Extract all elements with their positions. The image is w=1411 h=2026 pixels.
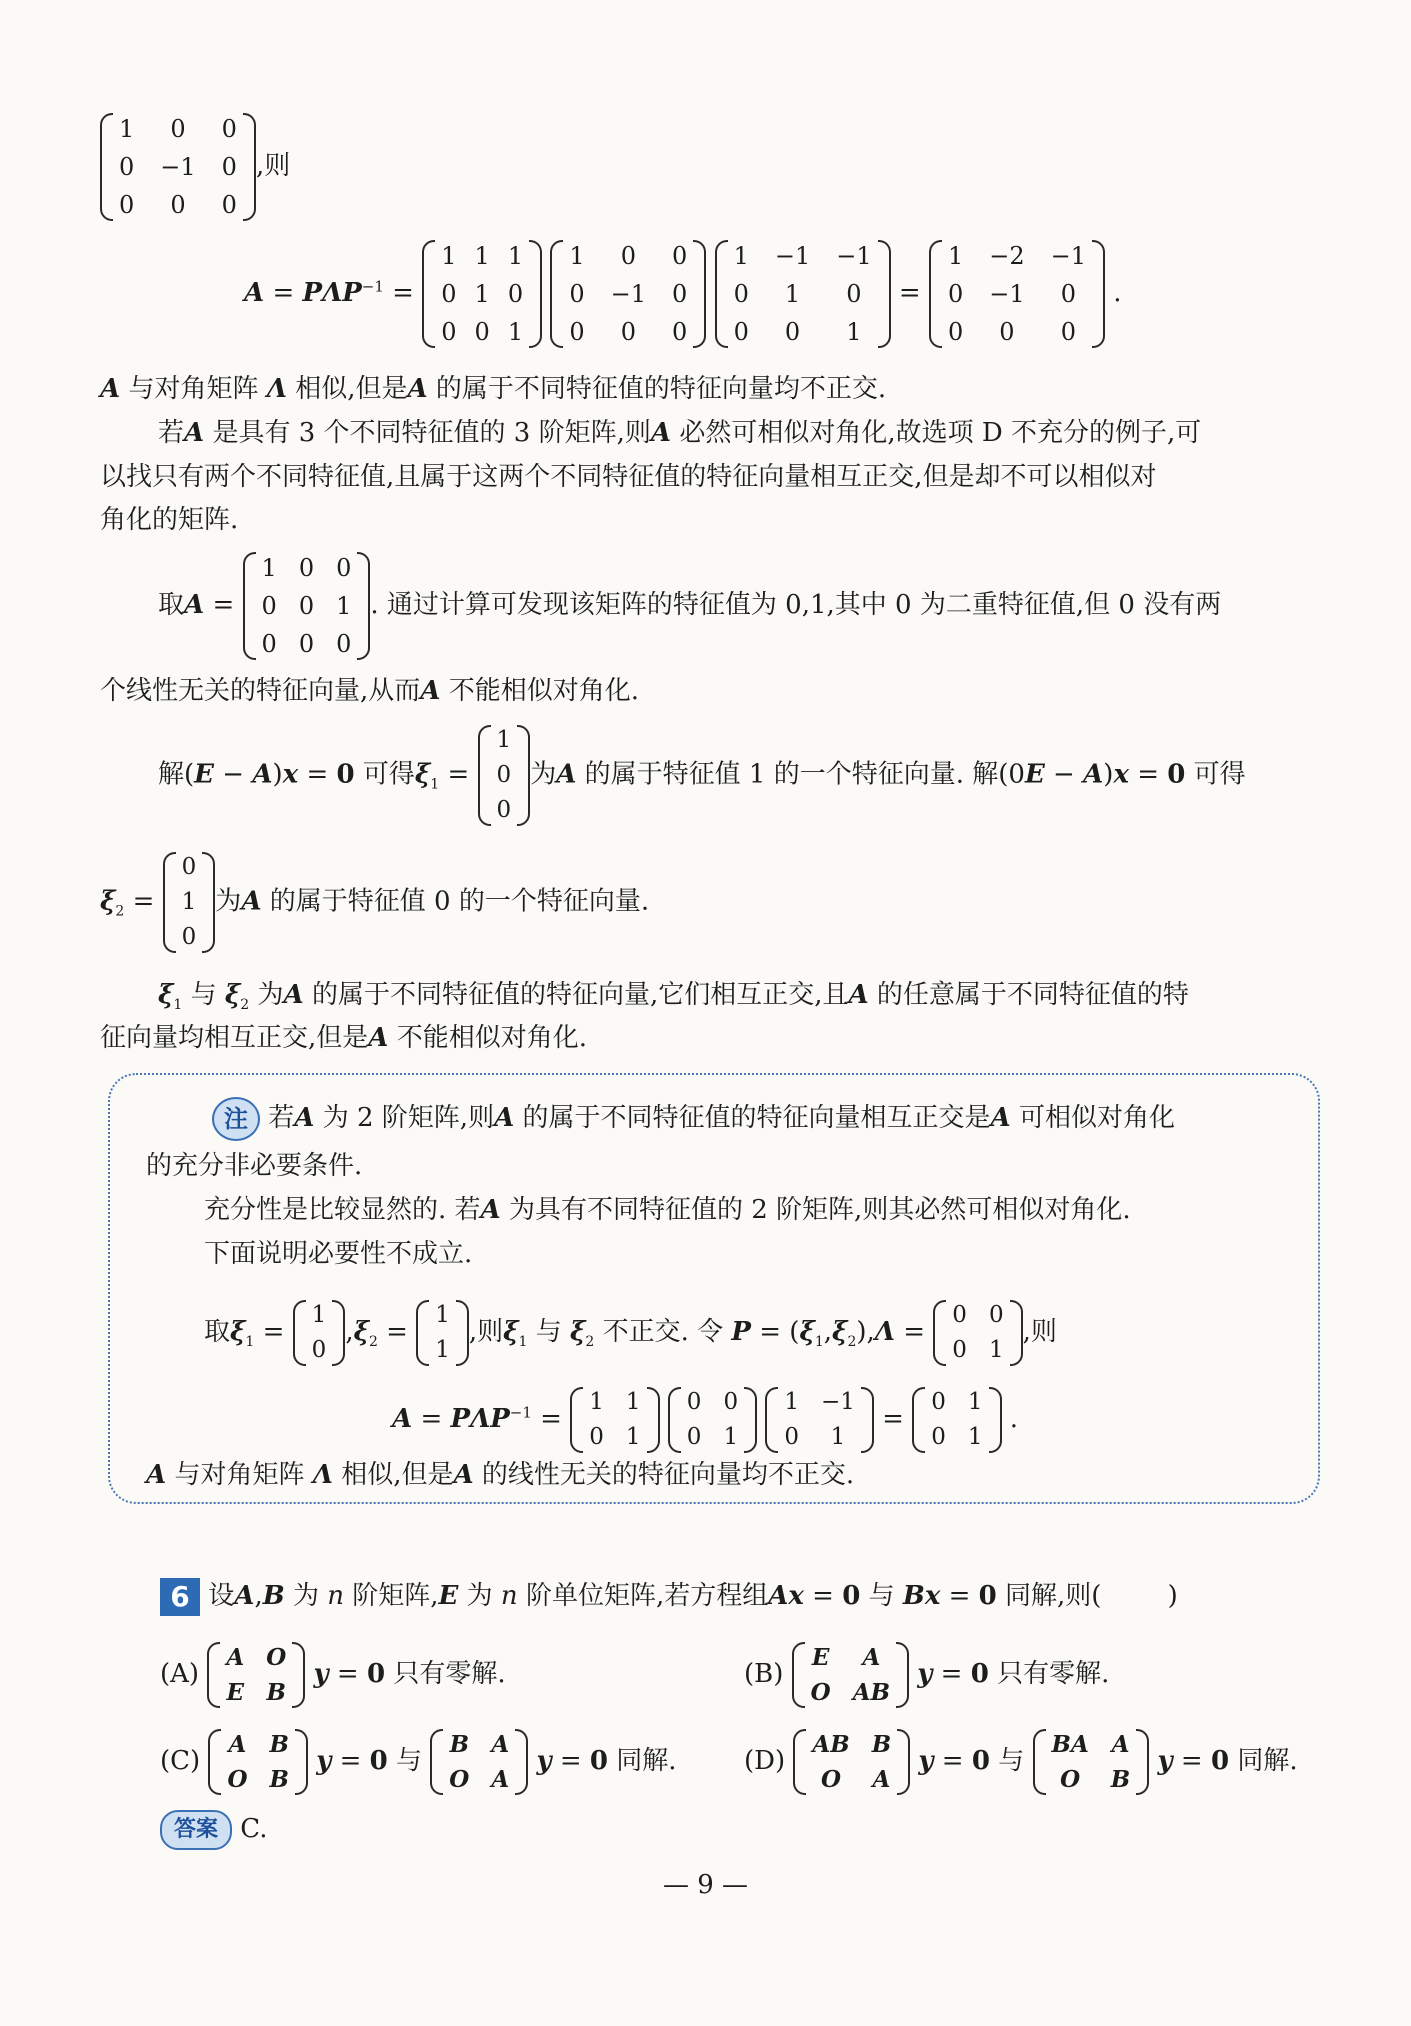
matrix-p-inverse: 1 −1 −1 0 1 0 0 0 1 <box>715 240 891 348</box>
option-a-matrix: A O E B <box>207 1642 305 1708</box>
option-a[interactable]: (A) A O E B y = 0 只有零解. <box>160 1644 506 1706</box>
option-b[interactable]: (B) E A O AB y = 0 只有零解. <box>744 1644 1110 1706</box>
note-line-4: 下面说明必要性不成立. <box>204 1239 473 1269</box>
question-number: 6 <box>160 1578 200 1616</box>
option-c[interactable]: (C) A B O B y = 0 与 B A O A y = 0 同解. <box>160 1731 677 1793</box>
answer-badge: 答案 <box>160 1810 232 1850</box>
vector-xi2: 0 1 0 <box>163 852 216 953</box>
answer-value: C. <box>240 1814 268 1844</box>
option-d[interactable]: (D) AB B O A y = 0 与 BA A O B y = 0 同解. <box>744 1731 1298 1793</box>
xi2-line: $\xi_2$ = 0 1 0 为A 的属于特征值 0 的一个特征向量. <box>100 852 649 953</box>
example-matrix-a: 1 0 0 0 0 1 0 0 0 <box>243 552 371 660</box>
note-matrix-result: 0 1 0 1 <box>912 1387 1001 1453</box>
then-text: ,则 <box>255 151 291 181</box>
note-matrix-lambda: 0 0 0 1 <box>668 1387 757 1453</box>
note-lambda-matrix: 0 0 0 1 <box>933 1300 1022 1366</box>
note-line-7: A 与对角矩阵 Λ 相似,但是A 的线性无关的特征向量均不正交. <box>146 1460 855 1490</box>
note-line-1: 注 若A 为 2 阶矩阵,则A 的属于不同特征值的特征向量相互正交是A 可相似对角化 <box>212 1097 1175 1141</box>
similarity-equation-3x3: $A = P\Lambda P^{-1}$ = 1 1 1 0 1 0 0 0 1 1 0 0 0 −1 0 0 0 0 1 −1 −1 0 1 0 0 0 1 = 1 −2 −1 0 −1 0 0 0 0 . <box>244 242 1122 346</box>
note-matrix-p-inverse: 1 −1 0 1 <box>765 1387 874 1453</box>
note-badge: 注 <box>212 1097 260 1141</box>
option-d-matrix-2: BA A O B <box>1033 1729 1150 1795</box>
paragraph-line-5: $\xi_1$ 与 $\xi_2$ 为A 的属于不同特征值的特征向量,它们相互正交,且A 的任意属于不同特征值的特 <box>158 980 1189 1014</box>
text-line-similar: A 与对角矩阵 Λ 相似,但是A 的属于不同特征值的特征向量均不正交. <box>100 374 887 404</box>
note-line-2: 的充分非必要条件. <box>146 1151 363 1181</box>
note-vector-xi1: 1 0 <box>293 1300 346 1366</box>
matrix-result: 1 −2 −1 0 −1 0 0 0 0 <box>929 240 1105 348</box>
page-number: — 9 — <box>662 1870 749 1900</box>
paragraph-line-4: 个线性无关的特征向量,从而A 不能相似对角化. <box>100 676 639 706</box>
option-c-matrix-1: A B O B <box>208 1729 308 1795</box>
question-stem: 6 设A,B 为 n 阶矩阵,E 为 n 阶单位矩阵,若方程组Ax = 0 与 Bx = 0 同解,则( ) <box>160 1578 1178 1616</box>
lambda-matrix-line <box>100 113 290 221</box>
note-vector-xi2: 1 1 <box>416 1300 469 1366</box>
paragraph-line-1: 若A 是具有 3 个不同特征值的 3 阶矩阵,则A 必然可相似对角化,故选项 D 不充分的例子,可 <box>158 418 1202 448</box>
paragraph-line-3: 角化的矩阵. <box>100 505 239 535</box>
note-similarity-equation: $A = P\Lambda P^{-1}$ = 1 1 0 1 0 0 0 1 1 −1 0 1 = 0 1 0 1 . <box>392 1387 1018 1453</box>
note-matrix-p: 1 1 0 1 <box>570 1387 659 1453</box>
vector-xi1: 1 0 0 <box>478 725 531 826</box>
solve-line: 解(E − A)x = 0 可得$\xi_1$ = 1 0 0 为A 的属于特征值 1 的一个特征向量. 解(0E − A)x = 0 可得 <box>158 725 1246 826</box>
matrix-p: 1 1 1 0 1 0 0 0 1 <box>422 240 542 348</box>
answer-line <box>160 1810 268 1850</box>
paragraph-line-6: 征向量均相互正交,但是A 不能相似对角化. <box>100 1023 587 1053</box>
lambda-matrix: 1 0 0 0 −1 0 0 0 0 <box>100 113 256 221</box>
paragraph-line-2: 以找只有两个不同特征值,且属于这两个不同特征值的特征向量相互正交,但是却不可以相似对 <box>100 462 1157 492</box>
matrix-lambda: 1 0 0 0 −1 0 0 0 0 <box>550 240 706 348</box>
option-b-matrix: E A O AB <box>792 1642 909 1708</box>
note-take-line: 取$\xi_1$ = 1 0 $,\xi_2$ = 1 1 ,则$\xi_1$ 与 $\xi_2$ 不正交. 令 $P = (\xi_1,\xi_2),\Lambda$ = 0 0 0 1 ,则 <box>204 1300 1057 1366</box>
option-c-matrix-2: B A O A <box>430 1729 528 1795</box>
option-d-matrix-1: AB B O A <box>793 1729 910 1795</box>
take-matrix-line: 取A = 1 0 0 0 0 1 0 0 0 . 通过计算可发现该矩阵的特征值为 0,1,其中 0 为二重特征值,但 0 没有两 <box>158 554 1222 658</box>
note-line-3: 充分性是比较显然的. 若A 为具有不同特征值的 2 阶矩阵,则其必然可相似对角化. <box>204 1195 1131 1225</box>
